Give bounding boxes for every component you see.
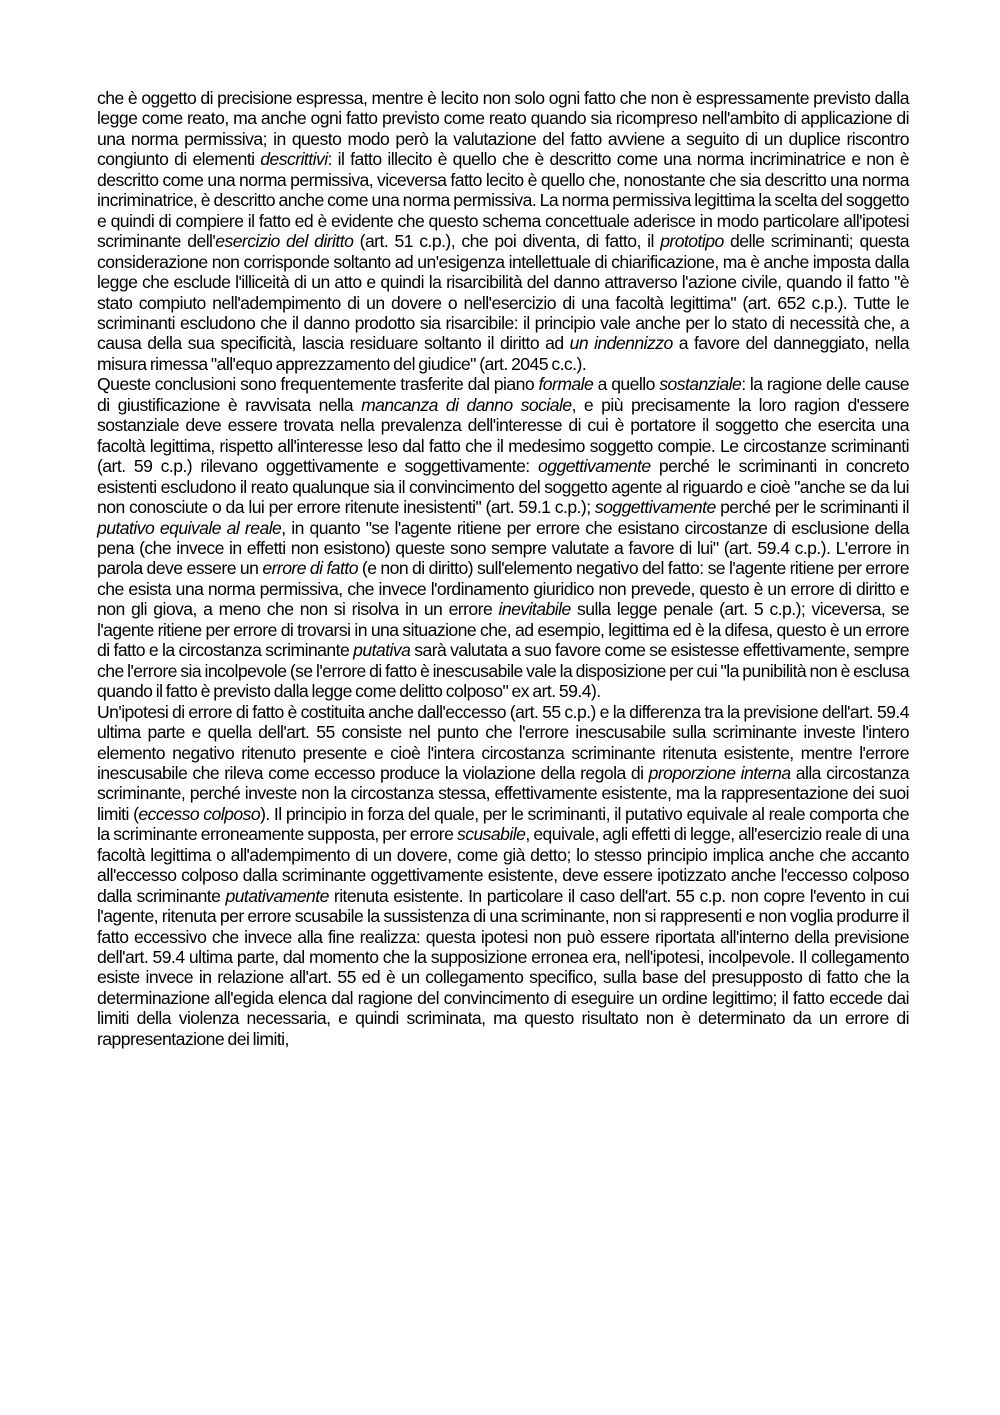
italic-run: eccesso colposo [138, 803, 261, 824]
text-run: : il fatto illecito è quello che è descritto come una norma incriminatrice e non è descritto come una norma permissiva, viceversa fatto lecito è quello che, nonostante che sia descritto una norma incriminatrice, è descritto anche come una norma permissiva. La norma permissiva legittima la scelta del soggetto e quindi di compiere il fatto ed è evidente che questo schema concettuale aderisce in modo particolare all'ipotesi scriminante dell' [97, 149, 909, 252]
text-run: a favore del danneggiato, nella misura rimessa "all'equo apprezzamento del giudice" (art. 2045 c.c.). [97, 333, 909, 374]
italic-run: scusabile [456, 824, 526, 845]
text-run: sulla legge penale (art. 5 c.p.); viceversa, se l'agente ritiene per errore di trovarsi in una situazione che, ad esempio, legittima ed è la difesa, questo è un errore di fatto e la circostanza scriminante [97, 599, 910, 661]
italic-run: formale [538, 374, 594, 395]
text-run: ritenuta esistente. In particolare il caso dell'art. 55 c.p. non copre l'evento in cui l'agente, ritenuta per errore scusabile la sussistenza di una scriminante, non si rappresenti e non voglia produrre il fatto eccessivo che invece alla fine realizza: questa ipotesi non può essere riportata all'interno della previsione dell'art. 59.4 ultima parte, dal momento che la supposizione erronea era, nell'ipotesi, incolpevole. Il collegamento esiste invece in relazione all'art. 55 ed è un collegamento specifico, sulla base del presupposto di fatto che la determinazione all'egida elenca dal ragione del convincimento di eseguire un ordine legittimo; il fatto eccede dai limiti della violenza necessaria, e quindi scriminata, ma questo risultato non è determinato da un errore di rappresentazione dei limiti, [97, 885, 909, 1049]
paragraph-1 [97, 88, 909, 374]
text-run: a quello [593, 374, 660, 395]
italic-run: prototipo [660, 231, 724, 252]
italic-run: errore di fatto [262, 558, 358, 579]
paragraph-2 [97, 374, 909, 701]
text-run: Un'ipotesi di errore di fatto è costituita anche dall'eccesso (art. 55 c.p.) e la differenza tra la previsione dell'art. 59.4 ultima parte e quella dell'art. 55 consiste nel punto che l'errore inescusabile sulla scriminante investe l'intero elemento negativo ritenuto presente e cioè l'intera circostanza scriminante ritenuta esistente, mentre l'errore inescusabile che rileva come eccesso produce la violazione della regola di [97, 701, 909, 783]
text-run: (e non di diritto) sull'elemento negativo del fatto: se l'agente ritiene per errore che esista una norma permissiva, che invece l'ordinamento giuridico non prevede, questo è un errore di diritto e non gli giova, a meno che non si risolva in un errore [97, 558, 909, 620]
text-run: perché le scriminanti in concreto esistenti escludono il reato qualunque sia il convincimento del soggetto agente al riguardo e cioè "anche se da lui non conosciute o da lui per errore ritenute inesistenti" (art. 59.1 c.p.); [97, 456, 910, 518]
italic-run: putativamente [225, 885, 329, 906]
text-run: (art. 51 c.p.), che poi diventa, di fatto, il [353, 231, 661, 252]
paragraph-3 [97, 702, 909, 1050]
text-run: delle scriminanti; questa considerazione non corrisponde soltanto ad un'esigenza intellettuale di chiarificazione, ma è anche imposta dalla legge che esclude l'illiceità di un atto e quindi la risarcibilità del danno attraverso l'azione civile, quando il fatto "è stato compiuto nell'adempimento di un dovere o nell'esercizio di una facoltà legittima" (art. 652 c.p.). Tutte le scriminanti escludono che il danno prodotto sia risarcibile: il principio vale anche per lo stato di necessità che, a causa della sua specificità, lascia residuare soltanto il diritto ad [97, 231, 909, 354]
text-run: , equivale, agli effetti di legge, all'esercizio reale di una facoltà legittima o all'adempimento di un dovere, come già detto; lo stesso principio implica anche che accanto all'eccesso colposo dalla scriminante oggettivamente esistente, deve essere ipotizzato anche l'eccesso colposo dalla scriminante [97, 824, 909, 906]
text-run: , in quanto "se l'agente ritiene per errore che esistano circostanze di esclusione della pena (che invece in effetti non esistono) queste sono sempre valutate a favore di lui" (art. 59.4 c.p.). L'errore in parola deve essere un [97, 517, 909, 579]
italic-run: descrittivi [260, 149, 328, 170]
italic-run: mancanza di danno sociale [361, 394, 572, 415]
text-run: ). Il principio in forza del quale, per le scriminanti, il putativo equivale al reale comporta che la scriminante erroneamente supposta, per errore [97, 803, 909, 845]
text-run: che è oggetto di precisione espressa, mentre è lecito non solo ogni fatto che non è espressamente previsto dalla legge come reato, ma anche ogni fatto previsto come reato quando sia ricompreso nell'ambito di applicazione di una norma permissiva; in questo modo però la valutazione del fatto avviene a seguito di un duplice riscontro congiunto di elementi [97, 88, 909, 170]
italic-run: putativa [353, 640, 411, 661]
italic-run: inevitabile [498, 599, 571, 620]
italic-run: soggettivamente [594, 497, 716, 518]
italic-run: un indennizzo [569, 333, 673, 354]
text-run: , e più precisamente la loro ragion d'essere sostanziale deve essere trovata nella prevalenza dell'interesse di cui è portatore il soggetto che esercita una facoltà legittima, rispetto all'interesse leso dal fatto che il medesimo soggetto compie. Le circostanze scriminanti (art. 59 c.p.) rilevano oggettivamente e soggettivamente: [97, 394, 910, 477]
italic-run: proporzione interna [648, 762, 791, 783]
italic-run: oggettivamente [537, 456, 651, 477]
italic-run: putativo equivale al reale [97, 517, 282, 538]
italic-run: esercizio del diritto [215, 231, 354, 252]
text-run: sarà valutata a suo favore come se esistesse effettivamente, sempre che l'errore sia incolpevole (se l'errore di fatto è inescusabile vale la disposizione per cui "la punibilità non è esclusa quando il fatto è previsto dalla legge come delitto colposo" ex art. 59.4). [97, 640, 909, 702]
text-run: alla circostanza scriminante, perché investe non la circostanza stessa, effettivamente esistente, ma la rappresentazione dei suoi limiti ( [97, 762, 910, 824]
text-run: : la ragione delle cause di giustificazione è ravvisata nella [97, 374, 909, 415]
text-run: perché per le scriminanti il [715, 497, 909, 518]
text-run: Queste conclusioni sono frequentemente trasferite dal piano [97, 374, 539, 395]
italic-run: sostanziale [659, 374, 742, 395]
body-text [97, 88, 909, 1049]
